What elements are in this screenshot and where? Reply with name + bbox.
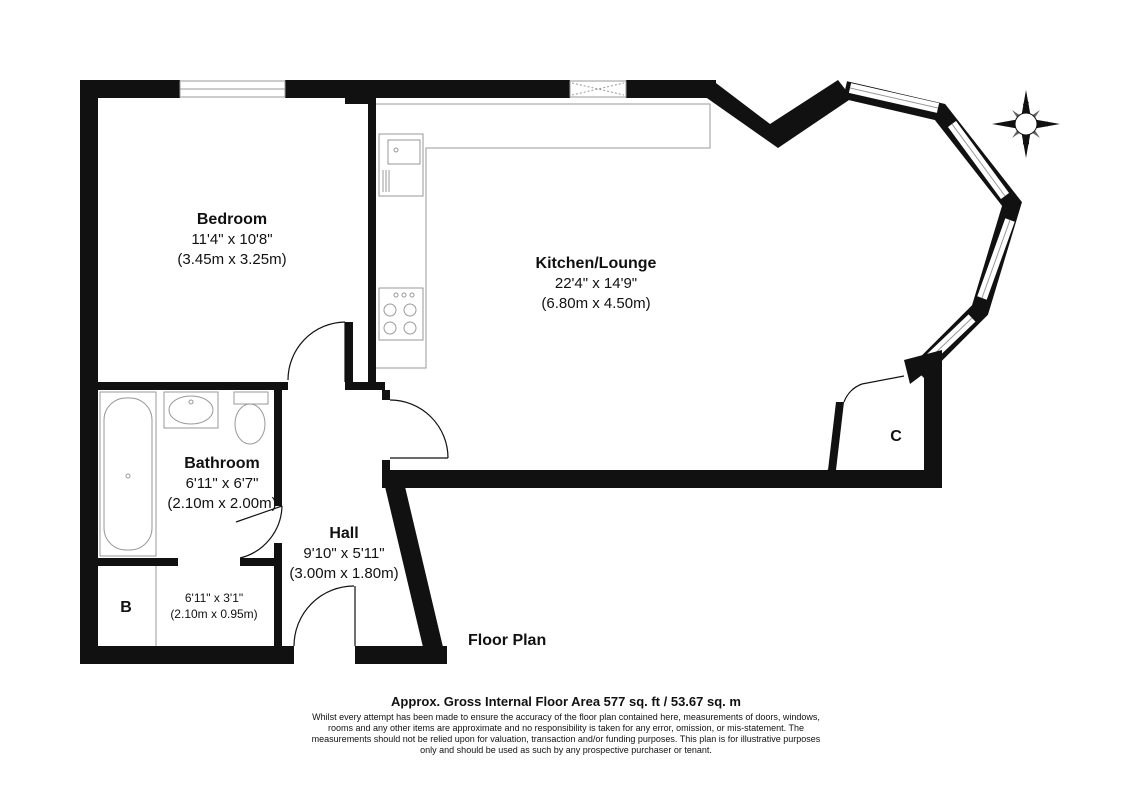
- outer-walls: [80, 80, 942, 664]
- bedroom-metric: (3.45m x 3.25m): [177, 251, 287, 268]
- hall-imperial: 9'10" x 5'11": [303, 545, 385, 562]
- compass-icon: [992, 90, 1060, 158]
- disclaimer-line: Whilst every attempt has been made to ensure the accuracy of the floor plan contained here, measurements of doors, windows,: [312, 712, 820, 722]
- kitchen-lounge-label: [536, 255, 657, 312]
- compass-e: E: [1021, 139, 1030, 145]
- kitchen-lounge-name: Kitchen/Lounge: [535, 255, 657, 272]
- disclaimer-line: rooms and any other items are approximate and no responsibility is taken for any error, omission, or mis-statement. The: [327, 723, 805, 733]
- bedroom-window: [180, 81, 285, 97]
- washbasin: [164, 392, 218, 428]
- bay-window: [845, 88, 1012, 372]
- hall-metric: (3.00m x 1.80m): [289, 565, 399, 582]
- bathroom-name: Bathroom: [184, 455, 260, 472]
- compass-s: S: [1002, 121, 1011, 127]
- kitchen-window: [570, 81, 626, 97]
- floor-plan-label: Floor Plan: [468, 632, 547, 649]
- store-label: [170, 591, 257, 621]
- kitchen-lounge-imperial: 22'4" x 14'9": [554, 275, 638, 292]
- compass-n: N: [1040, 121, 1049, 127]
- kitchen-counter: [376, 104, 710, 368]
- hall-name: Hall: [329, 525, 359, 542]
- toilet: [234, 392, 268, 444]
- hall-label: [289, 525, 398, 582]
- floor-area-title: Approx. Gross Internal Floor Area 577 sq. ft / 53.67 sq. m: [391, 694, 741, 709]
- bedroom-label: [177, 211, 286, 268]
- bathroom-label: [167, 455, 276, 512]
- bathroom-imperial: 6'11" x 6'7": [185, 475, 259, 492]
- bathtub: [100, 392, 156, 556]
- disclaimer-line: only and should be used as such by any prospective purchaser or tenant.: [420, 745, 712, 755]
- store-metric: (2.10m x 0.95m): [170, 607, 258, 621]
- kitchen-sink: [379, 134, 423, 196]
- bedroom-imperial: 11'4" x 10'8": [191, 231, 273, 248]
- internal-walls: [98, 98, 942, 646]
- bedroom-name: Bedroom: [196, 211, 268, 228]
- kitchen-lounge-metric: (6.80m x 4.50m): [541, 295, 651, 312]
- disclaimer-line: measurements should not be relied upon for valuation, transaction and/or funding purposes. This plan is for illustrative purposes: [311, 734, 821, 744]
- store-imperial: 6'11" x 3'1": [184, 591, 244, 605]
- cupboard-label: C: [890, 428, 902, 445]
- boiler-label: B: [120, 599, 132, 616]
- disclaimer: [0, 712, 1132, 756]
- kitchen-hob: [379, 288, 423, 340]
- compass-w: W: [1021, 102, 1030, 110]
- bathroom-metric: (2.10m x 2.00m): [167, 495, 277, 512]
